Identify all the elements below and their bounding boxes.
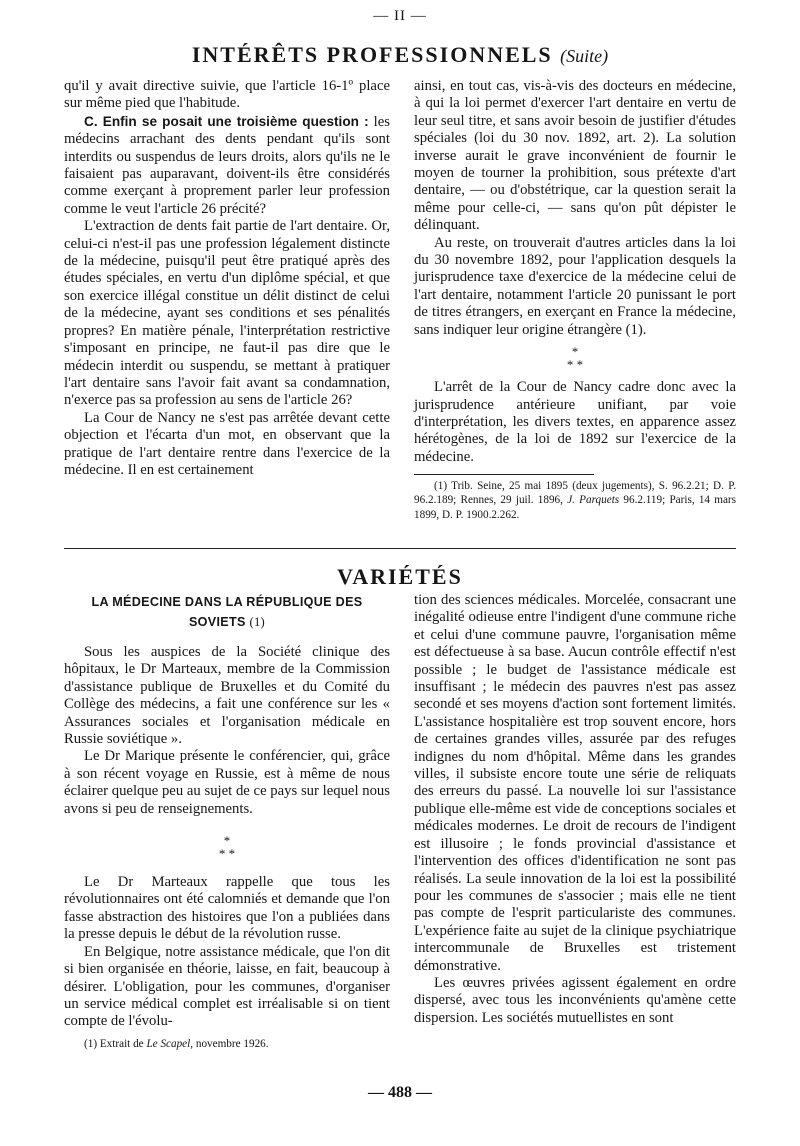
subhead-note: (1) — [249, 615, 266, 629]
paragraph: L'extraction de dents fait partie de l'art dentaire. Or, celui-ci n'est-il pas une profession légalement distincte de la médecine, puisqu'il peut être pratiqué après des études spéciales, en vertu d'un diplôme spécial, et que son exercice illégal constitue un délit distinct de celui de la médecine, ayant ses conditions et ses pénalités propres? En matière pénale, l'interprétation restrictive s'imposant en principe, ne faut-il pas dire que le médecin interdit ou suspendu, se mettant à pratiquer l'art dentaire sans l'avoir fait avant sa condamnation, n'exerce pas sa profession au sens de l'article 26? — [64, 218, 390, 409]
paragraph: ainsi, en tout cas, vis-à-vis des docteurs en médecine, à qui la loi permet d'exercer l'art dentaire en vertu de leur seul titre, et sans avoir besoin de justifier d'études spéciales (loi du 30 nov. 1892, art. 2). La solution inverse aurait le grave inconvénient de fournir le moyen de tourner la prohibition, sous prétexte d'art dentaire, — ou d'obstétrique, car la question serait la même pour celle-ci, — sans qu'on pût dépister le délinquant. — [414, 78, 736, 234]
footnote-text-end: 96.2.119; Paris, 14 mars 1899, D. P. 1900.2.262. — [414, 494, 736, 521]
article-subhead — [64, 592, 390, 632]
section-title — [0, 42, 800, 69]
question-text: les médecins arrachant des dents pendant qu'ils sont interdits ou suspendus de leurs droits, alors qu'ils ne le faisaient pas auparavant, doivent-ils être considérés comme exerçant à proprement parler leur profession comme le veut l'article 26 précité? — [64, 113, 390, 217]
footnote — [64, 1037, 390, 1051]
bottom-left-column — [64, 592, 390, 1051]
section-divider — [64, 548, 736, 549]
paragraph: En Belgique, notre assistance médicale, que l'on dit si bien organisée en théorie, laisse, en fait, beaucoup à désirer. L'obligation, pour les communes, d'organiser un service médical complet est irréalisable si on tient compte de l'évolu- — [64, 943, 390, 1030]
paragraph: L'arrêt de la Cour de Nancy cadre donc avec la jurisprudence antérieure unifiant, par voie d'interprétation, les divers textes, en apparence assez hérétogènes, de la loi de 1892 sur l'exercice de la médecine. — [414, 379, 736, 465]
footnote-rule — [414, 474, 594, 475]
paragraph: Au reste, on trouverait d'autres articles dans la loi du 30 novembre 1892, pour l'application desquels la jurisprudence taxe d'exercice de la médecine celui de l'art dentaire, notamment l'article 20 punissant le port de titres étrangers, en exerçant en France la médecine, sans indiquer leur origine étrangère (1). — [414, 234, 736, 338]
bottom-right-column — [414, 592, 736, 1027]
footnote-text: (1) Trib. Seine, 25 mai 1895 (deux jugements), S. 96.2.21; D. P. 96.2.189; Rennes, 29 juil. 1896, — [414, 480, 736, 507]
running-header-roman: — II — — [373, 8, 427, 24]
asterism-separator: * * * — [566, 344, 584, 373]
footnote-journal: Le Scapel — [146, 1037, 191, 1050]
paragraph: Le Dr Marique présente le conférencier, qui, grâce à son récent voyage en Russie, est à même de nous éclairer quelque peu au sujet de ce pays sur lequel nous avons si peu de renseignements. — [64, 748, 390, 817]
section-title-text: INTÉRÊTS PROFESSIONNELS — [191, 42, 553, 67]
paragraph: Le Dr Marteaux rappelle que tous les révolutionnaires ont été calomniés et demande que l'on fasse abstraction des histoires que l'on a publiées dans la presse depuis le début de la révolution russe. — [64, 874, 390, 943]
footnote-text-end: , novembre 1926. — [190, 1037, 269, 1050]
top-left-column — [64, 78, 390, 479]
footnote-journal: J. Parquets — [567, 494, 620, 507]
subhead-line1: LA MÉDECINE DANS LA RÉPUBLIQUE DES — [91, 595, 363, 609]
paragraph: Les œuvres privées agissent également en ordre dispersé, avec tous les inconvénients qu'amène cette dispersion. Les sociétés mutuellistes en sont — [414, 974, 736, 1026]
footnote-text: (1) Extrait de — [84, 1037, 147, 1050]
question-label: C. Enfin se posait une troisième question : — [84, 113, 369, 129]
paragraph: qu'il y avait directive suivie, que l'article 16-1º place sur même pied que l'habitude. — [64, 78, 390, 112]
subhead-line2: SOVIETS — [188, 615, 246, 629]
asterism-separator: * * * — [218, 833, 236, 862]
paragraph: tion des sciences médicales. Morcelée, consacrant une inégalité odieuse entre l'indigent d'une commune riche et celui d'une commune pauvre, l'organisation même est défectueuse à sa base. Aucun contrôle effectif n'est possible ; le budget de l'assistance médicale est insuffisant ; le médecin des pauvres n'est pas assez secondé et ses moyens d'action sont fortement limités. L'assistance hospitalière est trop souvent encore, hors de certaines grandes villes, assurée par des refuges indignes du nom d'hôpital. Même dans les grandes villes, il subsiste encore toute une série de reliquats des erreurs du passé. La nouvelle loi sur l'assistance publique elle-même est vide de conceptions sociales et médicales modernes. Le droit de recours de l'indigent est illusoire ; le fonds provincial d'assistance et l'intervention des offices d'identification ne sont pas réalisés. La seule innovation de la loi est la possibilité pour les communes de s'associer ; mais elle ne tient pas compte de l'esprit particulariste des communes. L'expérience faite au sujet de la clinique psychiatrique intercommunale de Bruxelles est tristement démonstrative. — [414, 592, 736, 974]
varietes-title: VARIÉTÉS — [337, 564, 463, 589]
paragraph-question — [64, 113, 390, 218]
page-number: — 488 — — [368, 1084, 432, 1101]
top-right-column — [414, 78, 736, 522]
section-title-suffix: (Suite) — [560, 46, 609, 66]
footnote — [414, 479, 736, 522]
paragraph: Sous les auspices de la Société clinique des hôpitaux, le Dr Marteaux, membre de la Commission d'assistance publique de Bruxelles et du Comité du Collège des médecins, a fait une conférence sur les « Assurances sociales et l'organisation médicale en Russie soviétique ». — [64, 644, 390, 748]
paragraph: La Cour de Nancy ne s'est pas arrêtée devant cette objection et l'écarta d'un mot, en observant que la pratique de l'art dentaire rentre dans l'exercice de la médecine. Il en est certainement — [64, 409, 390, 478]
